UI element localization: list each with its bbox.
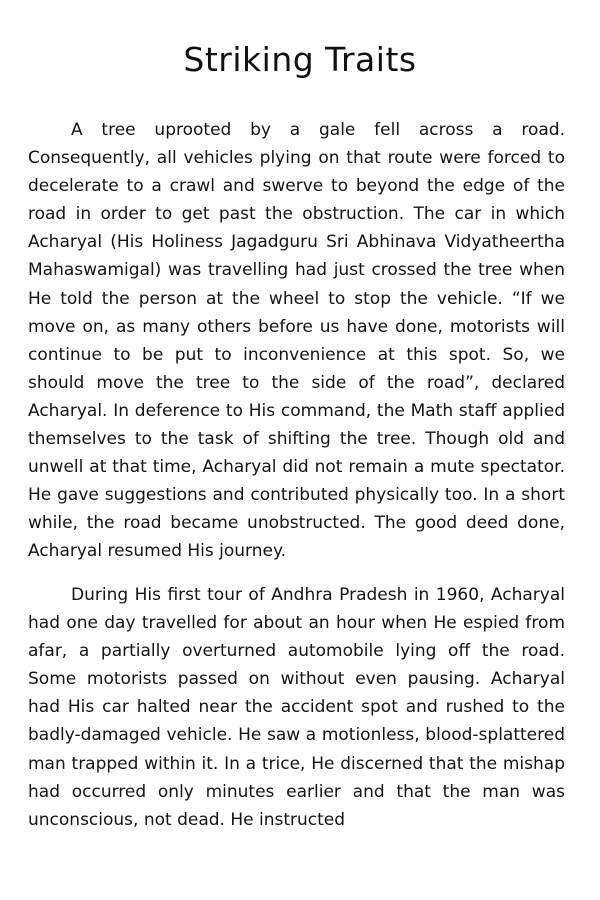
paragraph-1: A tree uprooted by a gale fell across a road. Consequently, all vehicles plying on that route were forced to decelerate to a crawl and swerve to beyond the edge of the road in order to get past the obstruction. The car in which Acharyal (His Holiness Jagadguru Sri Abhinava Vidyatheertha Mahaswamigal) was travelling had just crossed the tree when He told the person at the wheel to stop the vehicle. “If we move on, as many others before us have done, motorists will continue to be put to inconvenience at this spot. So, we should move the tree to the side of the road”, declared Acharyal. In deference to His command, the Math staff applied themselves to the task of shifting the tree. Though old and unwell at that time, Acharyal did not remain a mute spectator. He gave suggestions and contributed physically too. In a short while, the road became unobstructed. The good deed done, Acharyal resumed His journey. <box>28 120 565 562</box>
chapter-title: Striking Traits <box>183 40 417 79</box>
paragraph-2: During His first tour of Andhra Pradesh in 1960, Acharyal had one day travelled for about an hour when He espied from afar, a partially overturned automobile lying off the road. Some motorists passed on without even pausing. Acharyal had His car halted near the accident spot and rushed to the badly-damaged vehicle. He saw a motionless, blood-splattered man trapped within it. In a trice, He discerned that the mishap had occurred only minutes earlier and that the man was unconscious, not dead. He instructed <box>28 585 565 830</box>
